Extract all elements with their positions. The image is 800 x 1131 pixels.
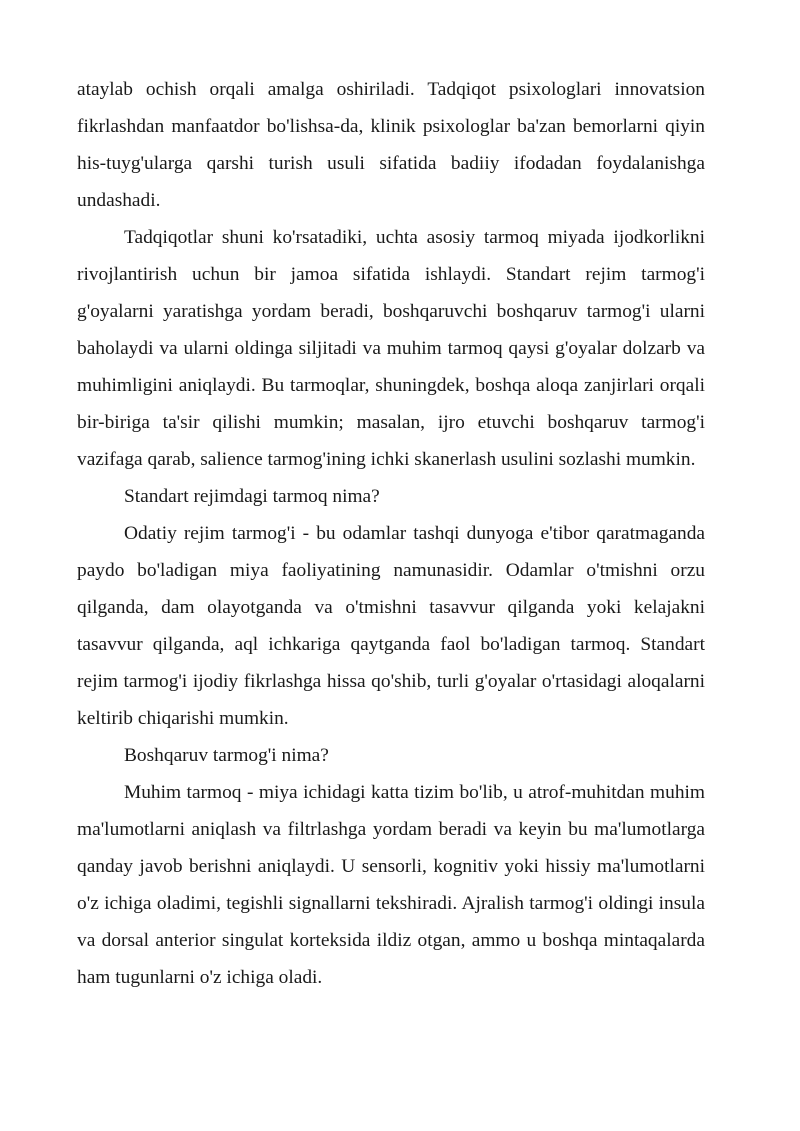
paragraph-default-mode-network: Odatiy rejim tarmog'i - bu odamlar tashqi dunyoga e'tibor qaratmaganda paydo bo'ladigan miya faoliyatining namunasidir. Odamlar o'tmishni orzu qilganda, dam olayotganda va o'tmishni tasavvur qilganda yoki kelajakni tasavvur qilganda, aql ichkariga qaytganda faol bo'ladigan tarmoq. Standart rejim tarmog'i ijodiy fikrlashga hissa qo'shib, turli g'oyalar o'rtasidagi aloqalarni keltirib chiqarishi mumkin. <box>77 523 705 729</box>
document-page <box>77 71 705 996</box>
paragraph-networks-overview: Tadqiqotlar shuni ko'rsatadiki, uchta asosiy tarmoq miyada ijodkorlikni rivojlantirish uchun bir jamoa sifatida ishlaydi. Standart rejim tarmog'i g'oyalarni yaratishga yordam beradi, boshqaruvchi boshqaruv tarmog'i ularni baholaydi va ularni oldinga siljitadi va muhim tarmoq qaysi g'oyalar dolzarb va muhimligini aniqlaydi. Bu tarmoqlar, shuningdek, boshqa aloqa zanjirlari orqali bir-biriga ta'sir qilishi mumkin; masalan, ijro etuvchi boshqaruv tarmog'i vazifaga qarab, salience tarmog'ining ichki skanerlash usulini sozlashi mumkin. <box>77 227 705 470</box>
heading-control-network: Boshqaruv tarmog'i nima? <box>124 745 329 766</box>
paragraph-continuation: ataylab ochish orqali amalga oshiriladi. Tadqiqot psixologlari innovatsion fikrlashdan manfaatdor bo'lishsa-da, klinik psixologlar ba'zan bemorlarni qiyin his-tuyg'ularga qarshi turish usuli sifatida badiiy ifodadan foydalanishga undashadi. <box>77 79 705 211</box>
heading-default-mode-network: Standart rejimdagi tarmoq nima? <box>124 486 380 507</box>
paragraph-salience-network: Muhim tarmoq - miya ichidagi katta tizim bo'lib, u atrof-muhitdan muhim ma'lumotlarni aniqlash va filtrlashga yordam beradi va keyin bu ma'lumotlarga qanday javob berishni aniqlaydi. U sensorli, kognitiv yoki hissiy ma'lumotlarni o'z ichiga oladimi, tegishli signallarni tekshiradi. Ajralish tarmog'i oldingi insula va dorsal anterior singulat korteksida ildiz otgan, ammo u boshqa mintaqalarda ham tugunlarni o'z ichiga oladi. <box>77 782 705 988</box>
